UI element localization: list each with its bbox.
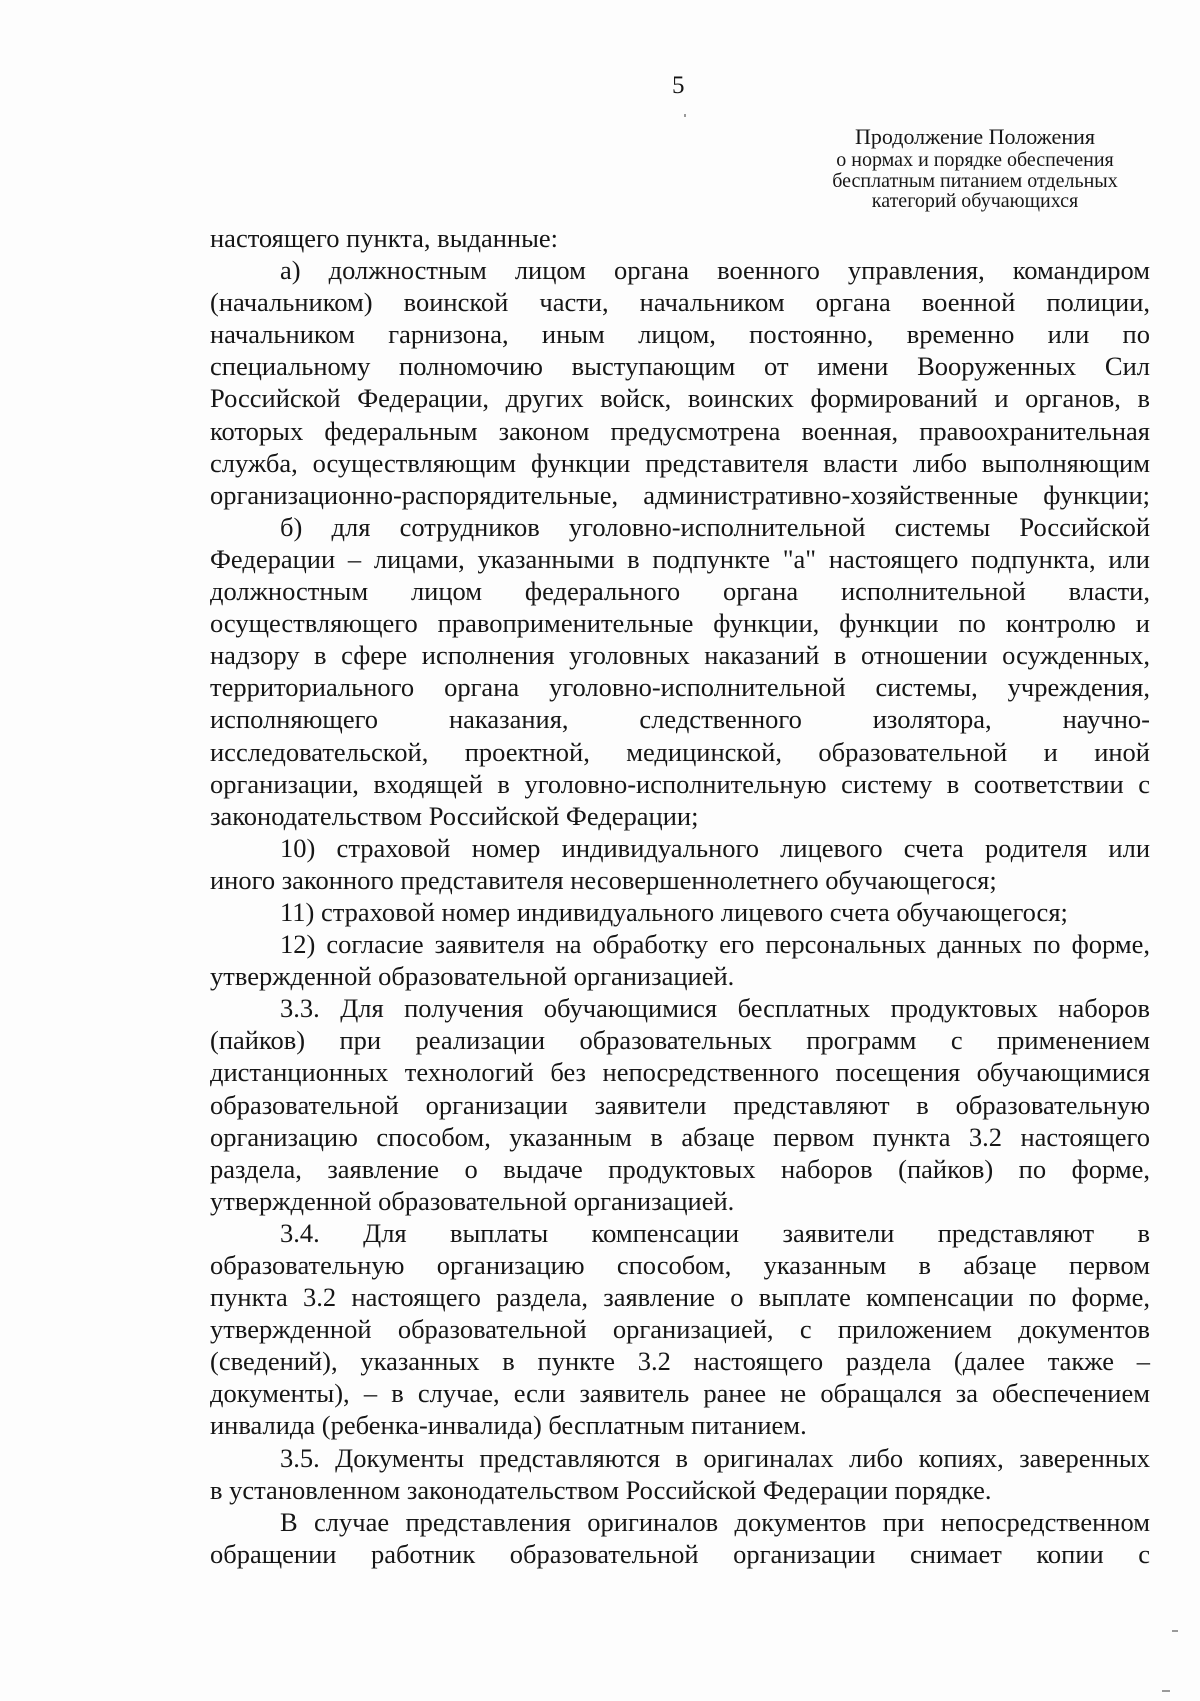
- text-line: утвержденной образовательной организацией.: [210, 961, 735, 992]
- scan-speck: [684, 114, 686, 117]
- text-line: пункта 3.2 настоящего раздела, заявление о выплате компенсации по форме,: [210, 1282, 1150, 1313]
- text-line: (начальником) воинской части, начальником органа военной полиции,: [210, 287, 1150, 318]
- text-line: должностным лицом федерального органа исполнительной власти,: [210, 576, 1150, 607]
- text-line: образовательной организации заявители представляют в образовательную: [210, 1089, 1150, 1120]
- text-line: утвержденной образовательной организацией, с приложением документов: [210, 1314, 1150, 1345]
- text-line: которых федеральным законом предусмотрена военная, правоохранительная: [210, 415, 1150, 446]
- text-line: исследовательской, проектной, медицинской, образовательной и иной: [210, 736, 1150, 767]
- text-line: организации, входящей в уголовно-исполнительную систему в соответствии с: [210, 768, 1150, 799]
- text-line: дистанционных технологий без непосредственного посещения обучающимися: [210, 1057, 1150, 1088]
- text-line: (пайков) при реализации образовательных программ с применением: [210, 1025, 1150, 1056]
- text-line: иного законного представителя несовершеннолетнего обучающегося;: [210, 864, 997, 895]
- text-line: законодательством Российской Федерации;: [210, 800, 699, 831]
- text-line: б) для сотрудников уголовно-исполнительной системы Российской: [280, 511, 1150, 542]
- heading-line: бесплатным питанием отдельных: [832, 169, 1118, 192]
- text-line: 3.4. Для выплаты компенсации заявители представляют в: [280, 1217, 1150, 1248]
- text-line: утвержденной образовательной организацией.: [210, 1185, 735, 1216]
- text-line: 12) согласие заявителя на обработку его персональных данных по форме,: [280, 929, 1150, 960]
- text-line: 10) страховой номер индивидуального лицевого счета родителя или: [280, 832, 1150, 863]
- text-line: Российской Федерации, других войск, воинских формирований и органов, в: [210, 383, 1150, 414]
- text-line: раздела, заявление о выдаче продуктовых наборов (пайков) по форме,: [210, 1153, 1150, 1184]
- text-line: обращении работник образовательной организации снимает копии с: [210, 1538, 1150, 1569]
- text-line: инвалида (ребенка-инвалида) бесплатным питанием.: [210, 1410, 807, 1441]
- text-line: организационно-распорядительные, административно-хозяйственные функции;: [210, 479, 1150, 510]
- text-line: в установленном законодательством Российской Федерации порядке.: [210, 1474, 992, 1505]
- text-line: осуществляющего правоприменительные функции, функции по контролю и: [210, 608, 1150, 639]
- text-line: 11) страховой номер индивидуального лицевого счета обучающегося;: [280, 896, 1068, 927]
- scan-speck: [1172, 1630, 1178, 1632]
- text-line: 3.3. Для получения обучающимися бесплатных продуктовых наборов: [280, 993, 1150, 1024]
- text-line: В случае представления оригиналов документов при непосредственном: [280, 1506, 1150, 1537]
- text-line: территориального органа уголовно-исполнительной системы, учреждения,: [210, 672, 1150, 703]
- text-line: Федерации – лицами, указанными в подпункте "а" настоящего подпункта, или: [210, 543, 1150, 574]
- text-line: организацию способом, указанным в абзаце первом пункта 3.2 настоящего: [210, 1121, 1150, 1152]
- heading-line: Продолжение Положения: [855, 124, 1095, 149]
- text-line: а) должностным лицом органа военного управления, командиром: [280, 255, 1150, 286]
- heading-line: категорий обучающихся: [871, 190, 1079, 212]
- text-line: исполняющего наказания, следственного изолятора, научно-: [210, 704, 1150, 735]
- text-line: надзору в сфере исполнения уголовных наказаний в отношении осужденных,: [210, 640, 1150, 671]
- text-line: документы), – в случае, если заявитель ранее не обращался за обеспечением: [210, 1378, 1150, 1409]
- text-line: настоящего пункта, выданные:: [210, 223, 559, 253]
- text-line: специальному полномочию выступающим от имени Вооруженных Сил: [210, 351, 1150, 382]
- page-number: 5: [672, 72, 685, 99]
- text-line: служба, осуществляющим функции представителя власти либо выполняющим: [210, 447, 1150, 478]
- document-heading: [780, 124, 1170, 212]
- heading-line: о нормах и порядке обеспечения: [836, 149, 1114, 171]
- text-line: образовательную организацию способом, указанным в абзаце первом: [210, 1250, 1150, 1280]
- scan-speck: [1162, 1690, 1170, 1692]
- body-text: [210, 222, 1150, 1570]
- text-line: 3.5. Документы представляются в оригиналах либо копиях, заверенных: [280, 1442, 1150, 1473]
- text-line: начальником гарнизона, иным лицом, постоянно, временно или по: [210, 319, 1150, 350]
- text-line: (сведений), указанных в пункте 3.2 настоящего раздела (далее также –: [210, 1346, 1150, 1377]
